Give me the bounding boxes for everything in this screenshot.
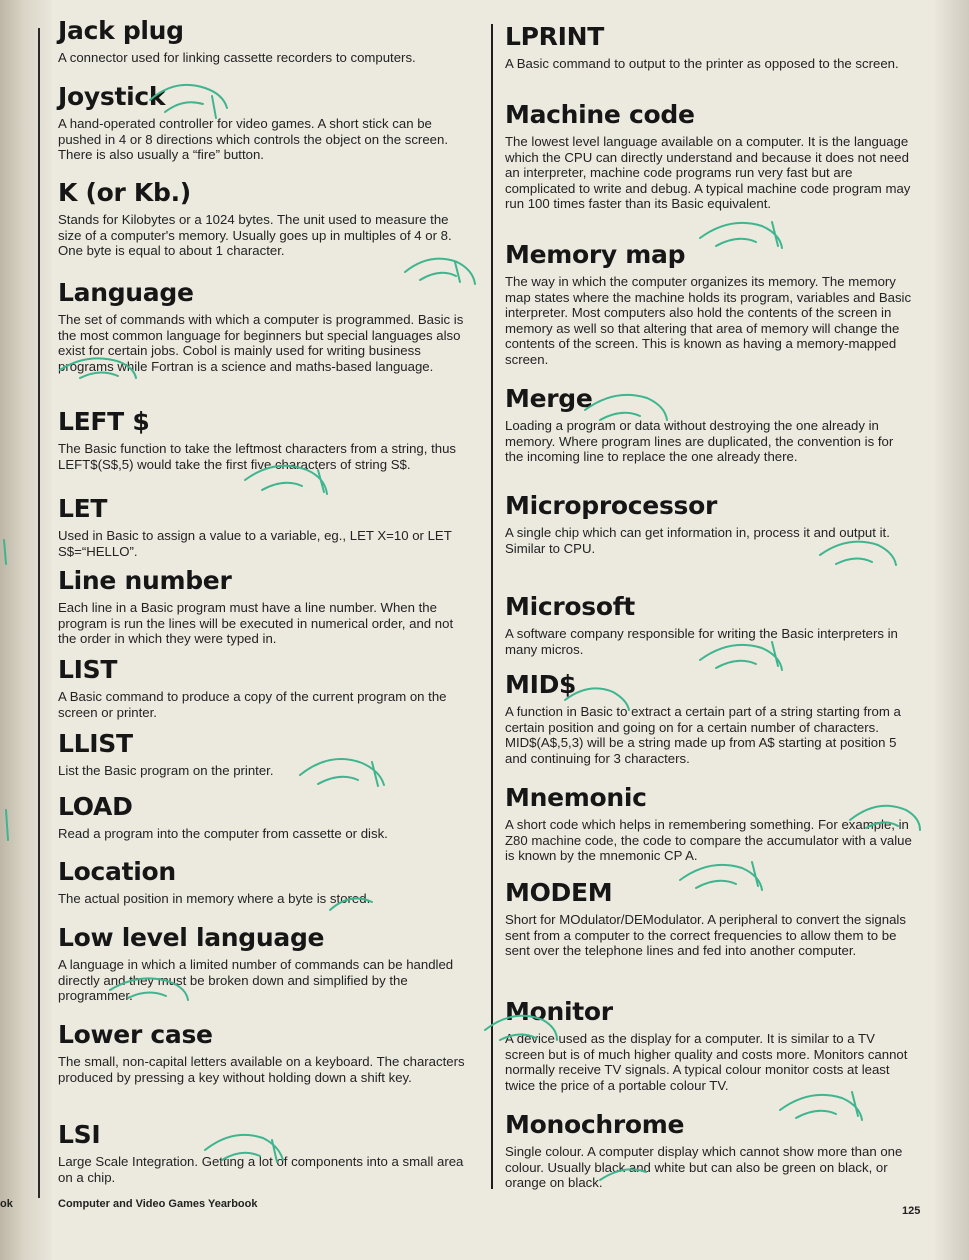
glossary-entry — [505, 783, 915, 864]
glossary-entry — [505, 491, 915, 556]
entry-definition: A Basic command to produce a copy of the current program on the screen or printer. — [58, 689, 447, 720]
entry-term: Location — [58, 857, 176, 886]
entry-term: Microsoft — [505, 592, 635, 621]
entry-term: MID$ — [505, 670, 577, 699]
entry-term: Memory map — [505, 240, 686, 269]
glossary-entry — [58, 16, 473, 66]
entry-definition: A Basic command to output to the printer as opposed to the screen. — [505, 56, 899, 71]
entry-term: Jack plug — [58, 16, 184, 45]
entry-term: Language — [58, 278, 194, 307]
entry-definition: Loading a program or data without destroying the one already in memory. Where program lines are duplicated, the convention is for the incoming line to replace the one already there. — [505, 418, 894, 465]
entry-definition: A device used as the display for a computer. It is similar to a TV screen but is of much higher quality and costs more. Monitors cannot normally receive TV signals. A typical colour monitor costs at least twice the price of a portable colour TV. — [505, 1031, 908, 1093]
entry-term: LEFT $ — [58, 407, 150, 436]
glossary-entry — [505, 384, 915, 465]
entry-term: Merge — [505, 384, 593, 413]
column-divider — [491, 24, 493, 1189]
entry-definition: Read a program into the computer from cassette or disk. — [58, 826, 388, 841]
entry-definition: The Basic function to take the leftmost characters from a string, thus LEFT$(S$,5) would take the first five characters of string S$. — [58, 441, 457, 472]
entry-term: Mnemonic — [505, 783, 647, 812]
page-edge-shadow — [933, 0, 969, 1260]
book-spine — [0, 0, 52, 1260]
entry-definition: The set of commands with which a computer is programmed. Basic is the most common language for beginners but special languages also exist for certain jobs. Cobol is mainly used for writing business programs while Fortran is a science and maths-based language. — [58, 312, 464, 374]
glossary-entry — [58, 407, 473, 472]
glossary-entry — [505, 670, 915, 766]
entry-term: Monochrome — [505, 1110, 685, 1139]
entry-term: Joystick — [58, 82, 166, 111]
spine-text-fragment: ok — [0, 1198, 13, 1210]
glossary-entry — [58, 178, 473, 259]
entry-definition: The lowest level language available on a computer. It is the language which the CPU can directly understand and because it does not need an interpreter, machine code programs run very fast but are complicated to write and debug. A typical machine code program may run 100 times faster than its Basic equivalent. — [505, 134, 911, 212]
glossary-entry — [58, 792, 473, 842]
glossary-entry — [58, 857, 473, 907]
glossary-entry — [505, 100, 915, 212]
glossary-entry — [505, 240, 915, 368]
footer-book-title: Computer and Video Games Yearbook — [58, 1198, 258, 1210]
entry-definition: Short for MOdulator/DEModulator. A peripheral to convert the signals sent from a computer to the correct frequencies to allow them to be sent over the telephone lines and fed into another computer. — [505, 912, 906, 959]
entry-definition: Single colour. A computer display which cannot show more than one colour. Usually black and white but can also be green on black, or orange on black. — [505, 1144, 903, 1191]
entry-term: LIST — [58, 655, 118, 684]
entry-term: K (or Kb.) — [58, 178, 191, 207]
entry-term: LPRINT — [505, 22, 604, 51]
entry-definition: Large Scale Integration. Getting a lot of components into a small area on a chip. — [58, 1154, 464, 1185]
entry-definition: Used in Basic to assign a value to a variable, eg., LET X=10 or LET S$=“HELLO”. — [58, 528, 452, 559]
entry-definition: A short code which helps in remembering something. For example, in Z80 machine code, the code to compare the accumulator with a value is known by the mnemonic CP A. — [505, 817, 912, 864]
entry-term: Line number — [58, 566, 232, 595]
entry-term: LET — [58, 494, 108, 523]
glossary-entry — [58, 923, 473, 1004]
glossary-entry — [58, 655, 473, 720]
glossary-entry — [58, 729, 473, 779]
entry-definition: List the Basic program on the printer. — [58, 763, 274, 778]
entry-term: Monitor — [505, 997, 613, 1026]
page-number: 125 — [902, 1205, 921, 1217]
glossary-entry — [505, 592, 915, 657]
glossary-entry — [505, 1110, 915, 1191]
entry-definition: A language in which a limited number of commands can be handled directly and they must be broken down and simplified by the programmer. — [58, 957, 454, 1004]
entry-term: Machine code — [505, 100, 695, 129]
entry-definition: A single chip which can get information in, process it and output it. Similar to CPU. — [505, 525, 890, 556]
entry-term: MODEM — [505, 878, 613, 907]
spine-rule — [38, 28, 40, 1198]
entry-definition: A software company responsible for writing the Basic interpreters in many micros. — [505, 626, 898, 657]
glossary-entry — [58, 278, 473, 374]
glossary-entry — [505, 22, 915, 72]
glossary-entry — [58, 1120, 473, 1185]
entry-definition: The actual position in memory where a byte is stored. — [58, 891, 371, 906]
entry-term: Lower case — [58, 1020, 213, 1049]
glossary-entry — [505, 878, 915, 959]
entry-definition: A function in Basic to extract a certain part of a string starting from a certain position and going on for a certain number of characters. MID$(A$,5,3) will be a string made up from A$ starting at position 5 and continuing for 3 characters. — [505, 704, 901, 766]
entry-term: LOAD — [58, 792, 133, 821]
entry-definition: A hand-operated controller for video games. A short stick can be pushed in 4 or 8 directions which controls the object on the screen. There is also usually a “fire” button. — [58, 116, 448, 163]
glossary-entry — [505, 997, 915, 1093]
entry-definition: Stands for Kilobytes or a 1024 bytes. The unit used to measure the size of a computer's memory. Usually goes up in multiples of 4 or 8. One byte is equal to about 1 character. — [58, 212, 452, 259]
glossary-entry — [58, 1020, 473, 1085]
entry-definition: The small, non-capital letters available on a keyboard. The characters produced by pressing a key without holding down a shift key. — [58, 1054, 465, 1085]
entry-term: LLIST — [58, 729, 133, 758]
glossary-entry — [58, 566, 473, 647]
entry-term: Microprocessor — [505, 491, 718, 520]
entry-definition: Each line in a Basic program must have a line number. When the program is run the lines will be executed in numerical order, and not the order in which they were typed in. — [58, 600, 454, 647]
glossary-entry — [58, 82, 473, 163]
entry-definition: A connector used for linking cassette recorders to computers. — [58, 50, 416, 65]
entry-term: LSI — [58, 1120, 101, 1149]
glossary-entry — [58, 494, 473, 559]
entry-definition: The way in which the computer organizes its memory. The memory map states where the machine holds its program, variables and Basic interpreter. Most computers also hold the contents of the screen in memory as well so that altering that area of memory will change the contents of the screen. This is known as having a memory-mapped screen. — [505, 274, 912, 367]
entry-term: Low level language — [58, 923, 325, 952]
